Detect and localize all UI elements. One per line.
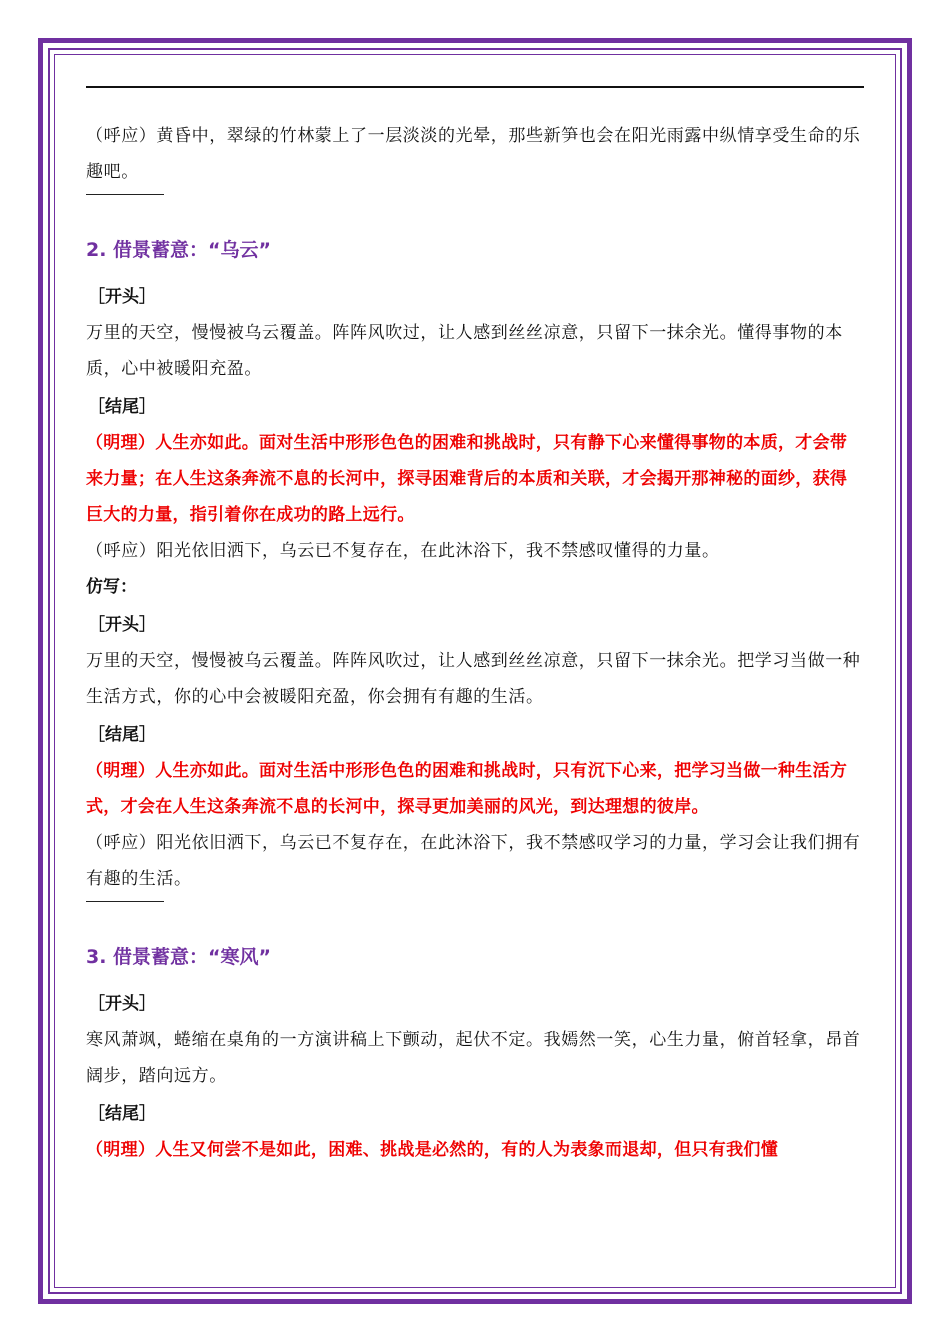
document-body (86, 118, 864, 1168)
section-3-heading: 3. 借景蓄意：“寒风” (86, 946, 272, 968)
ending-reasoning: （明理）人生亦如此。面对生活中形形色色的困难和挑战时，只有静下心来懂得事物的本质，才会带来力量；在人生这条奔流不息的长河中，探寻困难背后的本质和关联，才会揭开那神秘的面纱，获得巨大的力量，指引着你在成功的路上远行。 (86, 433, 848, 525)
separator-rule (86, 194, 164, 195)
ending-reasoning: （明理）人生又何尝不是如此，困难、挑战是必然的，有的人为表象而退却，但只有我们懂 (86, 1140, 778, 1160)
opening-text: 万里的天空，慢慢被乌云覆盖。阵阵风吹过，让人感到丝丝凉意，只留下一抹余光。懂得事物的本质，心中被暖阳充盈。 (86, 323, 843, 379)
imitation-opening-text: 万里的天空，慢慢被乌云覆盖。阵阵风吹过，让人感到丝丝凉意，只留下一抹余光。把学习当做一种生活方式，你的心中会被暖阳充盈，你会拥有有趣的生活。 (86, 651, 861, 707)
opening-tag: ［开头］ (88, 287, 156, 307)
ending-tag: ［结尾］ (88, 397, 156, 417)
ending-tag: ［结尾］ (88, 1104, 156, 1124)
ending-echo: （呼应）阳光依旧洒下，乌云已不复存在，在此沐浴下，我不禁感叹懂得的力量。 (86, 541, 720, 561)
imitation-ending-echo: （呼应）阳光依旧洒下，乌云已不复存在，在此沐浴下，我不禁感叹学习的力量，学习会让我们拥有有趣的生活。 (86, 833, 861, 889)
separator-rule (86, 901, 164, 902)
imitation-ending-tag: ［结尾］ (88, 725, 156, 745)
header-rule (86, 86, 864, 88)
opening-text: 寒风萧飒，蜷缩在桌角的一方演讲稿上下颤动，起伏不定。我嫣然一笑，心生力量，俯首轻拿，昂首阔步，踏向远方。 (86, 1030, 861, 1086)
imitation-opening-tag: ［开头］ (88, 615, 156, 635)
imitation-ending-reasoning: （明理）人生亦如此。面对生活中形形色色的困难和挑战时，只有沉下心来，把学习当做一种生活方式，才会在人生这条奔流不息的长河中，探寻更加美丽的风光，到达理想的彼岸。 (86, 761, 848, 817)
imitation-label: 仿写： (86, 577, 137, 597)
opening-tag: ［开头］ (88, 994, 156, 1014)
section-2-heading: 2. 借景蓄意：“乌云” (86, 239, 272, 261)
echo-paragraph: （呼应）黄昏中，翠绿的竹林蒙上了一层淡淡的光晕，那些新笋也会在阳光雨露中纵情享受生命的乐趣吧。 (86, 126, 861, 182)
